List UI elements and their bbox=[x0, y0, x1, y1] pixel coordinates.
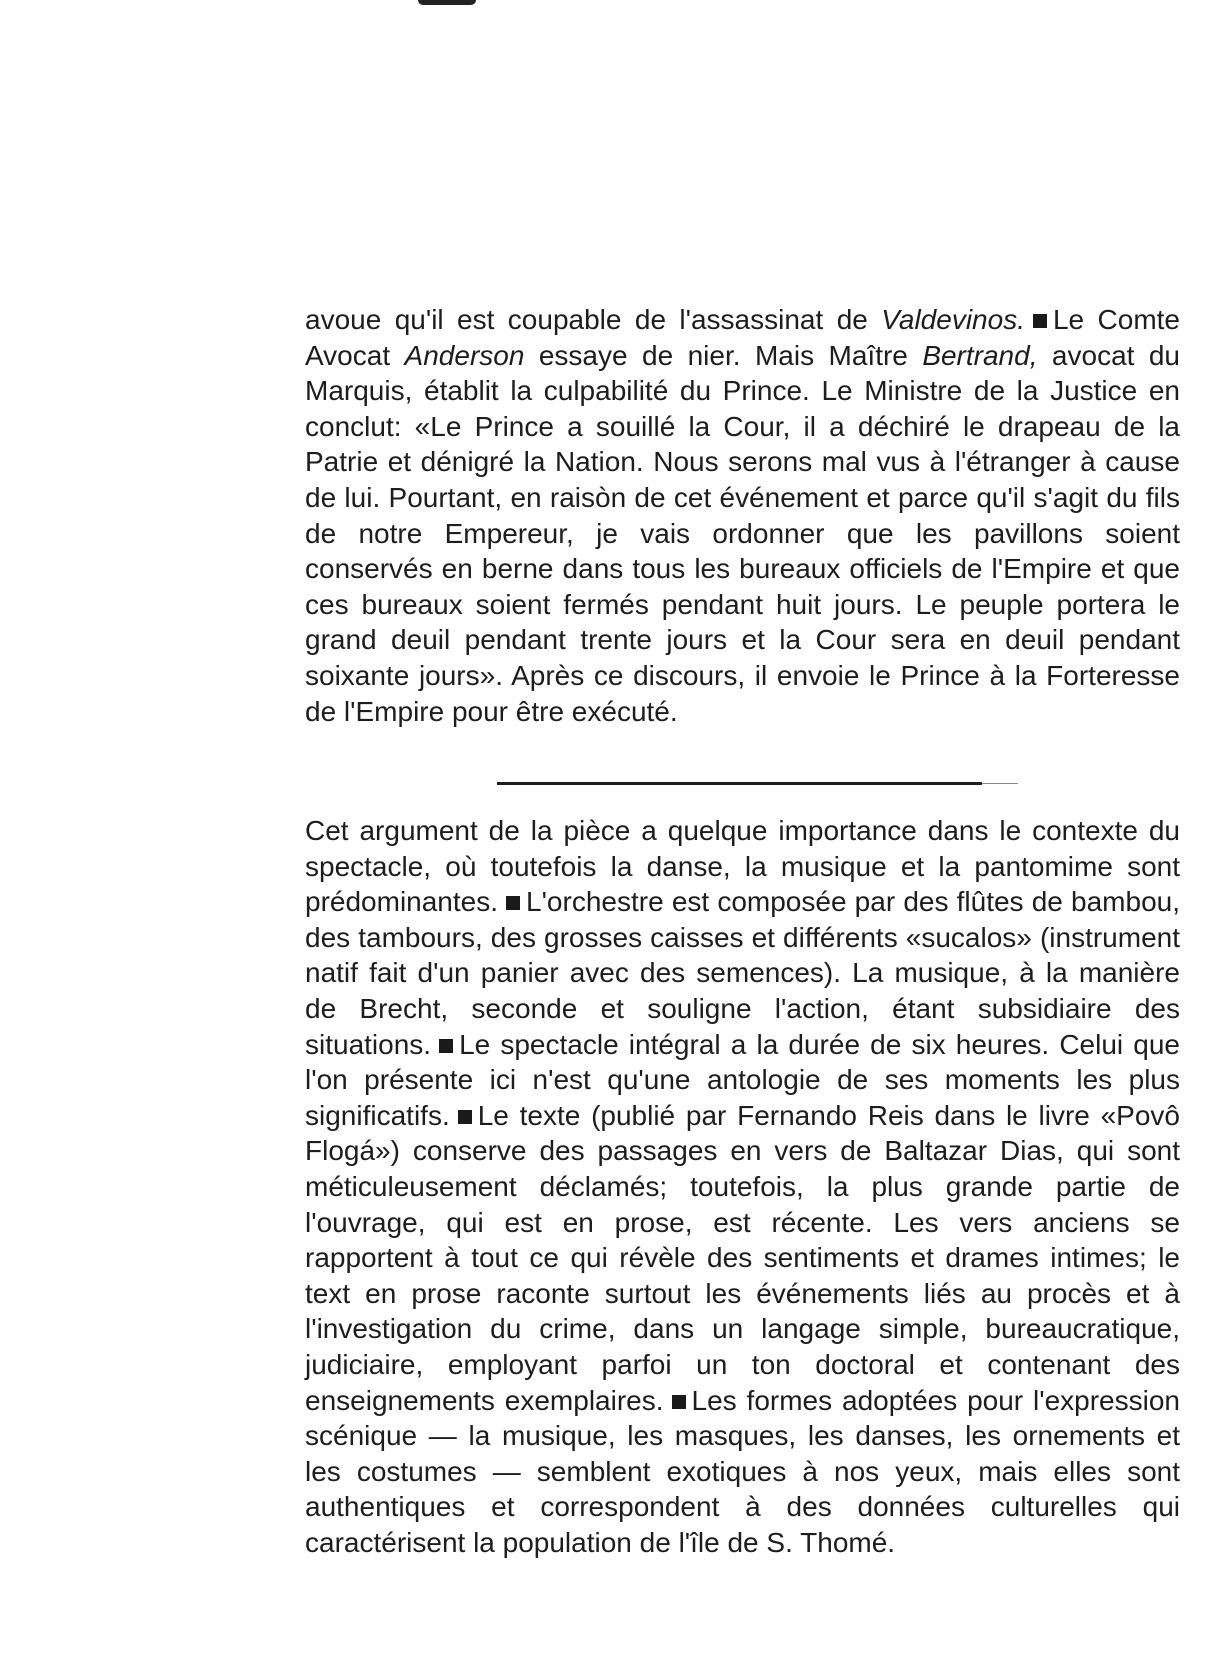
p2-sentence-5: Les formes adoptées pour l'expression scénique — la musique, les masques, les danses, les ornements et les costumes — semblent exotiques à nos yeux, mais elles sont authentiques et correspondent à des données culturelles qui caractérisent la population de l'île de S. Thomé. bbox=[305, 1384, 1180, 1558]
section-separator-square bbox=[672, 1395, 686, 1409]
paragraph-1 bbox=[305, 302, 1180, 729]
p1-text-3: essaye de nier. Mais Maître bbox=[524, 339, 923, 371]
p1-name-bertrand: Bertrand, bbox=[922, 339, 1038, 371]
p1-text-2: Le Comte Avocat bbox=[305, 304, 1180, 371]
p2-sentence-2: L'orchestre est composée par des flûtes de bambou, des tambours, des grosses caisses et différents «sucalos» (instrument natif fait d'un panier avec des semences). La musique, à la manière de Brecht, seconde et souligne l'action, étant subsidiaire des situations. bbox=[305, 886, 1180, 1060]
section-separator-square bbox=[458, 1110, 472, 1124]
p2-sentence-3: Le spectacle intégral a la durée de six heures. Celui que l'on présente ici n'est qu'une antologie de ses moments les plus significatifs. bbox=[305, 1028, 1180, 1131]
p2-sentence-1: Cet argument de la pièce a quelque importance dans le contexte du spectacle, où toutefois la danse, la musique et la pantomime sont prédominantes. bbox=[305, 815, 1180, 918]
p1-text-1: avoue qu'il est coupable de l'assassinat de bbox=[305, 304, 882, 335]
section-divider-tail bbox=[982, 783, 1018, 784]
section-divider bbox=[497, 782, 982, 785]
p1-text-4: avocat du Marquis, établit la culpabilité du Prince. Le Ministre de la Justice en conclut: «Le Prince a souillé la Cour, il a déchiré le drapeau de la Patrie et dénigré la Nation. Nous serons mal vus à l'étranger à cause de lui. Pourtant, en raisòn de cet événement et parce qu'il s'agit du fils de notre Empereur, je vais ordonner que les pavillons soient conservés en berne dans tous les bureaux officiels de l'Empire et que ces bureaux soient fermés pendant huit jours. Le peuple portera le grand deuil pendant trente jours et la Cour sera en deuil pendant soixante jours». Après ce discours, il envoie le Prince à la Forteresse de l'Empire pour être exécuté. bbox=[305, 339, 1181, 727]
section-separator-square bbox=[506, 896, 520, 910]
p1-name-anderson: Anderson bbox=[404, 339, 525, 371]
p2-sentence-4: Le texte (publié par Fernando Reis dans le livre «Povô Flogá») conserve des passages en vers de Baltazar Dias, qui sont méticuleusement déclamés; toutefois, la plus grande partie de l'ouvrage, qui est en prose, est récente. Les vers anciens se rapportent à tout ce qui révèle des sentiments et drames intimes; le text en prose raconte surtout les événements liés au procès et à l'investigation du crime, dans un langage simple, bureaucratique, judiciaire, employant parfoi un ton doctoral et contenant des enseignements exemplaires. bbox=[305, 1099, 1180, 1416]
section-separator-square bbox=[439, 1039, 453, 1053]
p1-name-valdevinos: Valdevinos. bbox=[881, 304, 1025, 335]
section-separator-square bbox=[1033, 314, 1047, 328]
scan-artifact-mark bbox=[418, 0, 476, 5]
paragraph-2 bbox=[305, 813, 1180, 1560]
